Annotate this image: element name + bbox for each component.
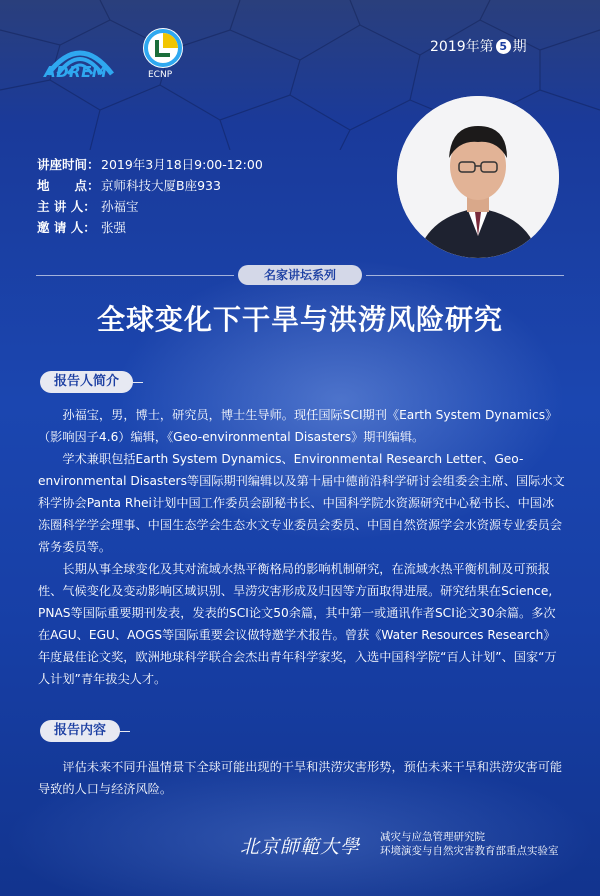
- ecnp-logo-text: ECNP: [148, 70, 173, 80]
- content-paragraph: 评估未来不同升温情景下全球可能出现的干旱和洪涝灾害形势，预估未来干旱和洪涝灾害可能导致的人口与经济风险。: [38, 760, 563, 796]
- university-calligraphy: 北京師範大學: [240, 836, 361, 858]
- series-divider-right: [366, 275, 564, 276]
- issue-number-badge: 5: [496, 39, 511, 54]
- bio-text: [38, 404, 566, 690]
- content-text: [38, 756, 566, 800]
- info-time-row: [37, 154, 263, 175]
- time-label: 讲座时间：: [37, 157, 100, 172]
- place-value: 京师科技大厦B座933: [101, 178, 221, 193]
- bio-heading: 报告人简介: [40, 371, 133, 393]
- speaker-label: 主 讲 人：: [37, 199, 96, 214]
- series-tag: 名家讲坛系列: [238, 265, 362, 285]
- lecture-info: [37, 154, 263, 238]
- place-label: 地 点：: [37, 178, 100, 193]
- bio-paragraph-3: 长期从事全球变化及其对流域水热平衡格局的影响机制研究，在流域水热平衡机制及可预报性、气候变化及变动影响区域识别、旱涝灾害形成及归因等方面取得进展。研究结果在Science, PNAS等国际重要期刊发表，发表的SCI论文50余篇，其中第一或通讯作者SCI论文30余篇。多次在AGU、EGU、AOGS等国际重要会议做特邀学术报告。曾获《Water Resources Research》年度最佳论文奖，欧洲地球科学联合会杰出青年科学家奖，入选中国科学院“百人计划”、国家“万人计划”青年拔尖人才。: [38, 562, 557, 686]
- bio-paragraph-1: 孙福宝，男，博士，研究员，博士生导师。现任国际SCI期刊《Earth System Dynamics》（影响因子4.6）编辑，《Geo-environmental Disasters》期刊编辑。: [38, 408, 558, 444]
- series-divider-left: [36, 275, 234, 276]
- issue-suffix: 期: [512, 39, 527, 55]
- lecture-title: 全球变化下干旱与洪涝风险研究: [96, 303, 503, 336]
- ecnp-logo-icon: [143, 28, 183, 68]
- content-heading: 报告内容: [40, 720, 120, 742]
- lab-line-2: 环境演变与自然灾害教育部重点实验室: [380, 845, 559, 857]
- info-place-row: [37, 175, 263, 196]
- bio-paragraph-2: 学术兼职包括Earth System Dynamics、Environmental Research Letter、Geo-environmental Disasters等国际期刊编辑以及第十届中德前沿科学研讨会组委会主席、国际水文科学协会Panta Rhei计划中国工作委员会副秘书长、中国科学院水资源研究中心秘书长、中国冰冻圈科学学会理事、中国生态学会生态水文专业委员会委员、中国自然资源学会水资源专业委员会常务委员等。: [38, 452, 565, 554]
- issue-prefix: 2019年第: [430, 39, 494, 55]
- lab-line-1: 减灾与应急管理研究院: [380, 831, 485, 843]
- speaker-value: 孙福宝: [101, 199, 139, 214]
- info-host-row: [37, 217, 263, 238]
- speaker-photo: [397, 96, 559, 258]
- host-value: 张强: [101, 220, 127, 235]
- info-speaker-row: [37, 196, 263, 217]
- time-value: 2019年3月18日9:00-12:00: [101, 157, 263, 172]
- host-label: 邀 请 人：: [37, 220, 96, 235]
- lab-name: [380, 830, 559, 858]
- issue-number: [430, 36, 527, 56]
- adrem-logo-text: ADREM: [44, 63, 108, 81]
